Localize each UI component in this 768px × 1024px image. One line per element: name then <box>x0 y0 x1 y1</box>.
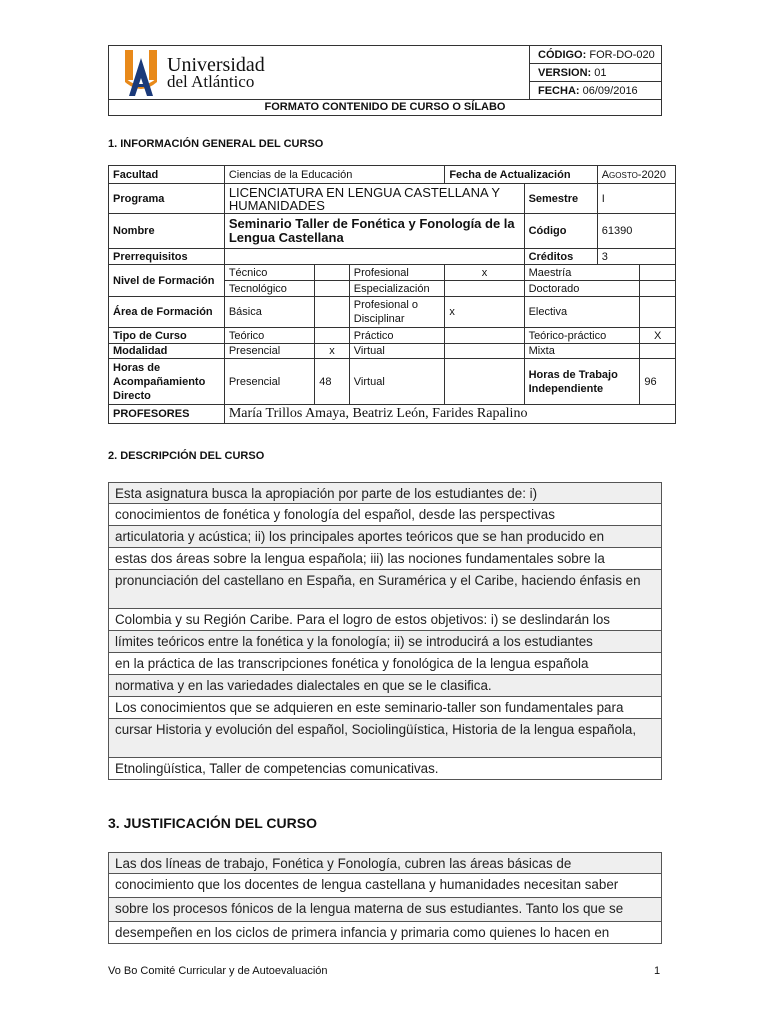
semestre-value: I <box>597 184 675 214</box>
codigo-meta-label: CÓDIGO: <box>538 49 587 61</box>
horas-virtual-label: Virtual <box>349 359 445 405</box>
nombre-label: Nombre <box>109 214 225 249</box>
horas-acompanamiento-label: Horas de Acompañamiento Directo <box>109 359 225 405</box>
table-row <box>109 405 676 424</box>
descripcion-line: Los conocimientos que se adquieren en este seminario-taller son fundamentales para <box>108 697 662 719</box>
descripcion-box <box>108 482 662 780</box>
fecha-actualizacion-label: Fecha de Actualización <box>445 166 597 184</box>
version-meta-label: VERSION: <box>538 67 592 79</box>
profesional-mark: x <box>445 265 524 281</box>
teorico-label: Teórico <box>224 328 314 344</box>
presencial-mark: x <box>315 344 350 359</box>
profesional-disciplinar-mark: x <box>445 297 524 328</box>
fecha-meta-value: 06/09/2016 <box>582 85 638 97</box>
logo-text-line2: del Atlántico <box>167 72 255 91</box>
doctorado-label: Doctorado <box>524 281 640 297</box>
justificacion-line: conocimiento que los docentes de lengua castellana y humanidades necesitan saber <box>108 874 662 898</box>
table-row <box>109 297 676 328</box>
modalidad-label: Modalidad <box>109 344 225 359</box>
codigo-meta <box>530 46 661 64</box>
table-row <box>109 184 676 214</box>
prerrequisitos-label: Prerrequisitos <box>109 249 225 265</box>
logo-text-line1: Universidad <box>167 54 265 76</box>
descripcion-line: conocimientos de fonética y fonología del español, desde las perspectivas <box>108 504 662 526</box>
fecha-meta-label: FECHA: <box>538 85 580 97</box>
facultad-value: Ciencias de la Educación <box>224 166 444 184</box>
justificacion-line: sobre los procesos fónicos de la lengua materna de sus estudiantes. Tanto los que se <box>108 898 662 922</box>
justificacion-line: Las dos líneas de trabajo, Fonética y Fonología, cubren las áreas básicas de <box>108 852 662 874</box>
descripcion-line: Colombia y su Región Caribe. Para el logro de estos objetivos: i) se deslindarán los <box>108 609 662 631</box>
virtual-mark <box>445 344 524 359</box>
descripcion-line: pronunciación del castellano en España, en Suramérica y el Caribe, haciendo énfasis en <box>108 570 662 609</box>
profesores-value: María Trillos Amaya, Beatriz León, Farides Rapalino <box>224 405 675 424</box>
section-2-heading: 2. DESCRIPCIÓN DEL CURSO <box>108 450 265 462</box>
horas-independiente-label: Horas de Trabajo Independiente <box>524 359 640 405</box>
document-title: FORMATO CONTENIDO DE CURSO O SÍLABO <box>264 101 506 113</box>
version-meta-value: 01 <box>594 67 607 79</box>
table-row <box>109 249 676 265</box>
horas-presencial-label: Presencial <box>224 359 314 405</box>
version-meta <box>530 64 661 82</box>
nivel-formacion-label: Nivel de Formación <box>109 265 225 297</box>
maestria-label: Maestría <box>524 265 640 281</box>
horas-independiente-value: 96 <box>640 359 676 405</box>
justificacion-box <box>108 852 662 944</box>
table-row <box>109 166 676 184</box>
course-info-table <box>108 165 676 424</box>
descripcion-line: normativa y en las variedades dialectales en que se le clasifica. <box>108 675 662 697</box>
especializacion-mark <box>445 281 524 297</box>
especializacion-label: Especialización <box>349 281 445 297</box>
virtual-label: Virtual <box>349 344 445 359</box>
basica-label: Básica <box>224 297 314 328</box>
creditos-label: Créditos <box>524 249 597 265</box>
descripcion-line: Esta asignatura busca la apropiación por parte de los estudiantes de: i) <box>108 482 662 504</box>
table-row <box>109 214 676 249</box>
horas-virtual-value <box>445 359 524 405</box>
codigo-meta-value: FOR-DO-020 <box>589 49 655 61</box>
horas-presencial-value: 48 <box>315 359 350 405</box>
tipo-curso-label: Tipo de Curso <box>109 328 225 344</box>
profesores-label: PROFESORES <box>109 405 225 424</box>
tecnologico-mark <box>315 281 350 297</box>
electiva-label: Electiva <box>524 297 640 328</box>
mixta-label: Mixta <box>524 344 640 359</box>
tecnico-label: Técnico <box>224 265 314 281</box>
footer-text: Vo Bo Comité Curricular y de Autoevaluación <box>108 965 328 977</box>
logo-cell <box>109 46 530 100</box>
tecnico-mark <box>315 265 350 281</box>
profesional-label: Profesional <box>349 265 445 281</box>
university-logo-icon <box>121 48 161 98</box>
semestre-label: Semestre <box>524 184 597 214</box>
teorico-practico-label: Teórico-práctico <box>524 328 640 344</box>
doctorado-mark <box>640 281 676 297</box>
descripcion-line: límites teóricos entre la fonética y la fonología; ii) se introducirá a los estudiantes <box>108 631 662 653</box>
section-1-heading: 1. INFORMACIÓN GENERAL DEL CURSO <box>108 138 324 150</box>
area-formacion-label: Área de Formación <box>109 297 225 328</box>
nombre-value: Seminario Taller de Fonética y Fonología de la Lengua Castellana <box>224 214 524 249</box>
document-header <box>108 45 662 116</box>
programa-value: LICENCIATURA EN LENGUA CASTELLANA Y HUMANIDADES <box>224 184 524 214</box>
page-number: 1 <box>654 965 661 977</box>
prerrequisitos-value <box>224 249 524 265</box>
descripcion-line: estas dos áreas sobre la lengua española; iii) las nociones fundamentales sobre la <box>108 548 662 570</box>
teorico-practico-mark: X <box>640 328 676 344</box>
descripcion-line: en la práctica de las transcripciones fonética y fonológica de la lengua española <box>108 653 662 675</box>
basica-mark <box>315 297 350 328</box>
descripcion-line: Etnolingüística, Taller de competencias comunicativas. <box>108 758 662 780</box>
section-3-heading: 3. JUSTIFICACIÓN DEL CURSO <box>108 815 317 831</box>
table-row <box>109 359 676 405</box>
fecha-actualizacion-value: Agosto-2020 <box>597 166 675 184</box>
maestria-mark <box>640 265 676 281</box>
descripcion-line: cursar Historia y evolución del español, Sociolingüística, Historia de la lengua española, <box>108 719 662 758</box>
table-row <box>109 265 676 281</box>
tecnologico-label: Tecnológico <box>224 281 314 297</box>
teorico-mark <box>315 328 350 344</box>
fecha-meta <box>530 82 661 100</box>
practico-label: Práctico <box>349 328 445 344</box>
practico-mark <box>445 328 524 344</box>
creditos-value: 3 <box>597 249 675 265</box>
codigo-label: Código <box>524 214 597 249</box>
table-row <box>109 344 676 359</box>
profesional-disciplinar-label: Profesional o Disciplinar <box>349 297 445 328</box>
programa-label: Programa <box>109 184 225 214</box>
descripcion-line: articulatoria y acústica; ii) los principales aportes teóricos que se han producido en <box>108 526 662 548</box>
presencial-label: Presencial <box>224 344 314 359</box>
table-row <box>109 328 676 344</box>
facultad-label: Facultad <box>109 166 225 184</box>
mixta-mark <box>640 344 676 359</box>
electiva-mark <box>640 297 676 328</box>
justificacion-line: desempeñen en los ciclos de primera infancia y primaria como quienes lo hacen en <box>108 922 662 944</box>
codigo-value: 61390 <box>597 214 675 249</box>
